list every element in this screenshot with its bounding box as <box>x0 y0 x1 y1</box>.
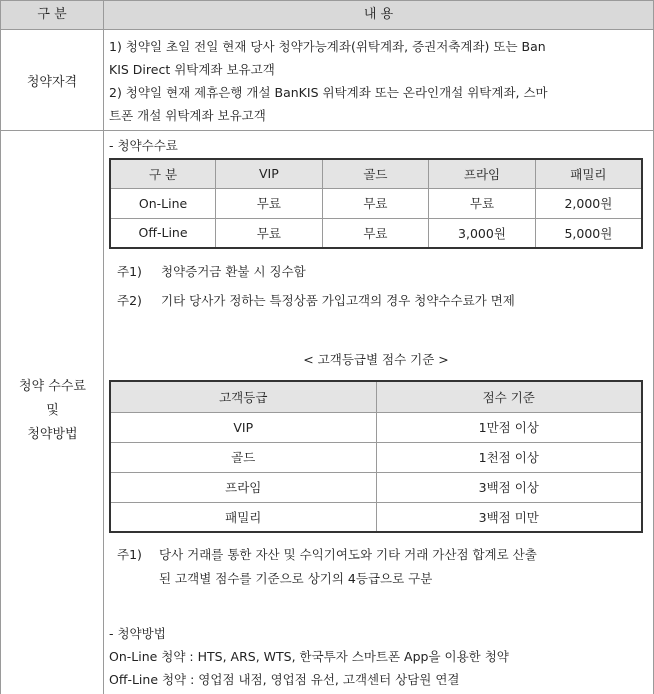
fee-table-header-cell: VIP <box>216 159 323 188</box>
fee-table-cell: 무료 <box>322 188 429 218</box>
fee-note-mark: 주2) <box>117 293 142 308</box>
grade-table-cell: 패밀리 <box>110 502 376 532</box>
table-row <box>110 218 642 248</box>
grade-table-cell: 골드 <box>110 442 376 472</box>
method-line: On-Line 청약 : HTS, ARS, WTS, 한국투자 스마트폰 App을 이용한 청약 <box>109 649 509 664</box>
fee-table-cell: On-Line <box>110 188 216 218</box>
grade-table-header-cell: 고객등급 <box>110 381 376 412</box>
fee-section-title: - 청약수수료 <box>109 138 178 153</box>
fee-note-text: 기타 당사가 정하는 특정상품 가입고객의 경우 청약수수료가 면제 <box>161 293 515 308</box>
fee-table-cell: 무료 <box>322 218 429 248</box>
header-category: 구 분 <box>1 1 104 29</box>
fee-table-cell: 2,000원 <box>535 188 642 218</box>
fee-table-cell: 무료 <box>429 188 536 218</box>
fee-table-header-cell: 패밀리 <box>535 159 642 188</box>
grade-note-mark: 주1) <box>117 547 142 562</box>
fee-note-text: 청약증거금 환불 시 징수함 <box>161 264 306 279</box>
fee-note-mark: 주1) <box>117 264 142 279</box>
grade-note-line: 당사 거래를 통한 자산 및 수익기여도와 기타 거래 가산점 합계로 산출 <box>159 547 537 562</box>
eligibility-line: 1) 청약일 초일 전일 현재 당사 청약가능계좌(위탁계좌, 증권저축계좌) 또는 Ban <box>109 39 546 54</box>
fee-table-header-cell: 프라임 <box>429 159 536 188</box>
grade-table-cell: VIP <box>110 412 376 442</box>
grade-table-title: < 고객등급별 점수 기준 > <box>303 352 449 367</box>
grade-table-cell: 3백점 미만 <box>376 502 642 532</box>
method-section-title: - 청약방법 <box>109 626 166 641</box>
fee-method-label-line: 청약방법 <box>27 427 78 442</box>
table-row <box>110 412 642 442</box>
eligibility-row <box>1 30 653 131</box>
fee-table-cell: 5,000원 <box>535 218 642 248</box>
grade-table-cell: 3백점 이상 <box>376 472 642 502</box>
eligibility-line: 2) 청약일 현재 제휴은행 개설 BanKIS 위탁계좌 또는 온라인개설 위탁계좌, 스마 <box>109 85 548 100</box>
fee-table-cell: 무료 <box>216 188 323 218</box>
fee-table-header-cell: 골드 <box>322 159 429 188</box>
grade-table <box>109 380 643 533</box>
fee-table-cell: 3,000원 <box>429 218 536 248</box>
table-row <box>110 188 642 218</box>
fee-table-header-cell: 구 분 <box>110 159 216 188</box>
method-line: Off-Line 청약 : 영업점 내점, 영업점 유선, 고객센터 상담원 연결 <box>109 672 460 687</box>
grade-table-header-cell: 점수 기준 <box>376 381 642 412</box>
grade-table-cell: 1천점 이상 <box>376 442 642 472</box>
grade-table-cell: 1만점 이상 <box>376 412 642 442</box>
grade-table-cell: 프라임 <box>110 472 376 502</box>
eligibility-line: 트폰 개설 위탁계좌 보유고객 <box>109 108 266 123</box>
eligibility-content <box>109 35 649 127</box>
fee-method-label <box>1 131 104 694</box>
table-row <box>110 442 642 472</box>
fee-method-label-line: 및 <box>46 403 59 418</box>
eligibility-label: 청약자격 <box>1 30 104 130</box>
grade-note-line: 된 고객별 점수를 기준으로 상기의 4등급으로 구분 <box>159 571 433 586</box>
table-header <box>1 0 653 30</box>
grade-table-header-row <box>110 381 642 412</box>
fee-method-label-line: 청약 수수료 <box>19 379 86 394</box>
fee-table-cell: Off-Line <box>110 218 216 248</box>
table-row <box>110 472 642 502</box>
table-row <box>110 502 642 532</box>
fee-method-row <box>1 131 653 694</box>
header-content: 내 용 <box>363 7 394 22</box>
eligibility-line: KIS Direct 위탁계좌 보유고객 <box>109 62 275 77</box>
fee-table <box>109 158 643 249</box>
fee-table-cell: 무료 <box>216 218 323 248</box>
fee-table-header-row <box>110 159 642 188</box>
